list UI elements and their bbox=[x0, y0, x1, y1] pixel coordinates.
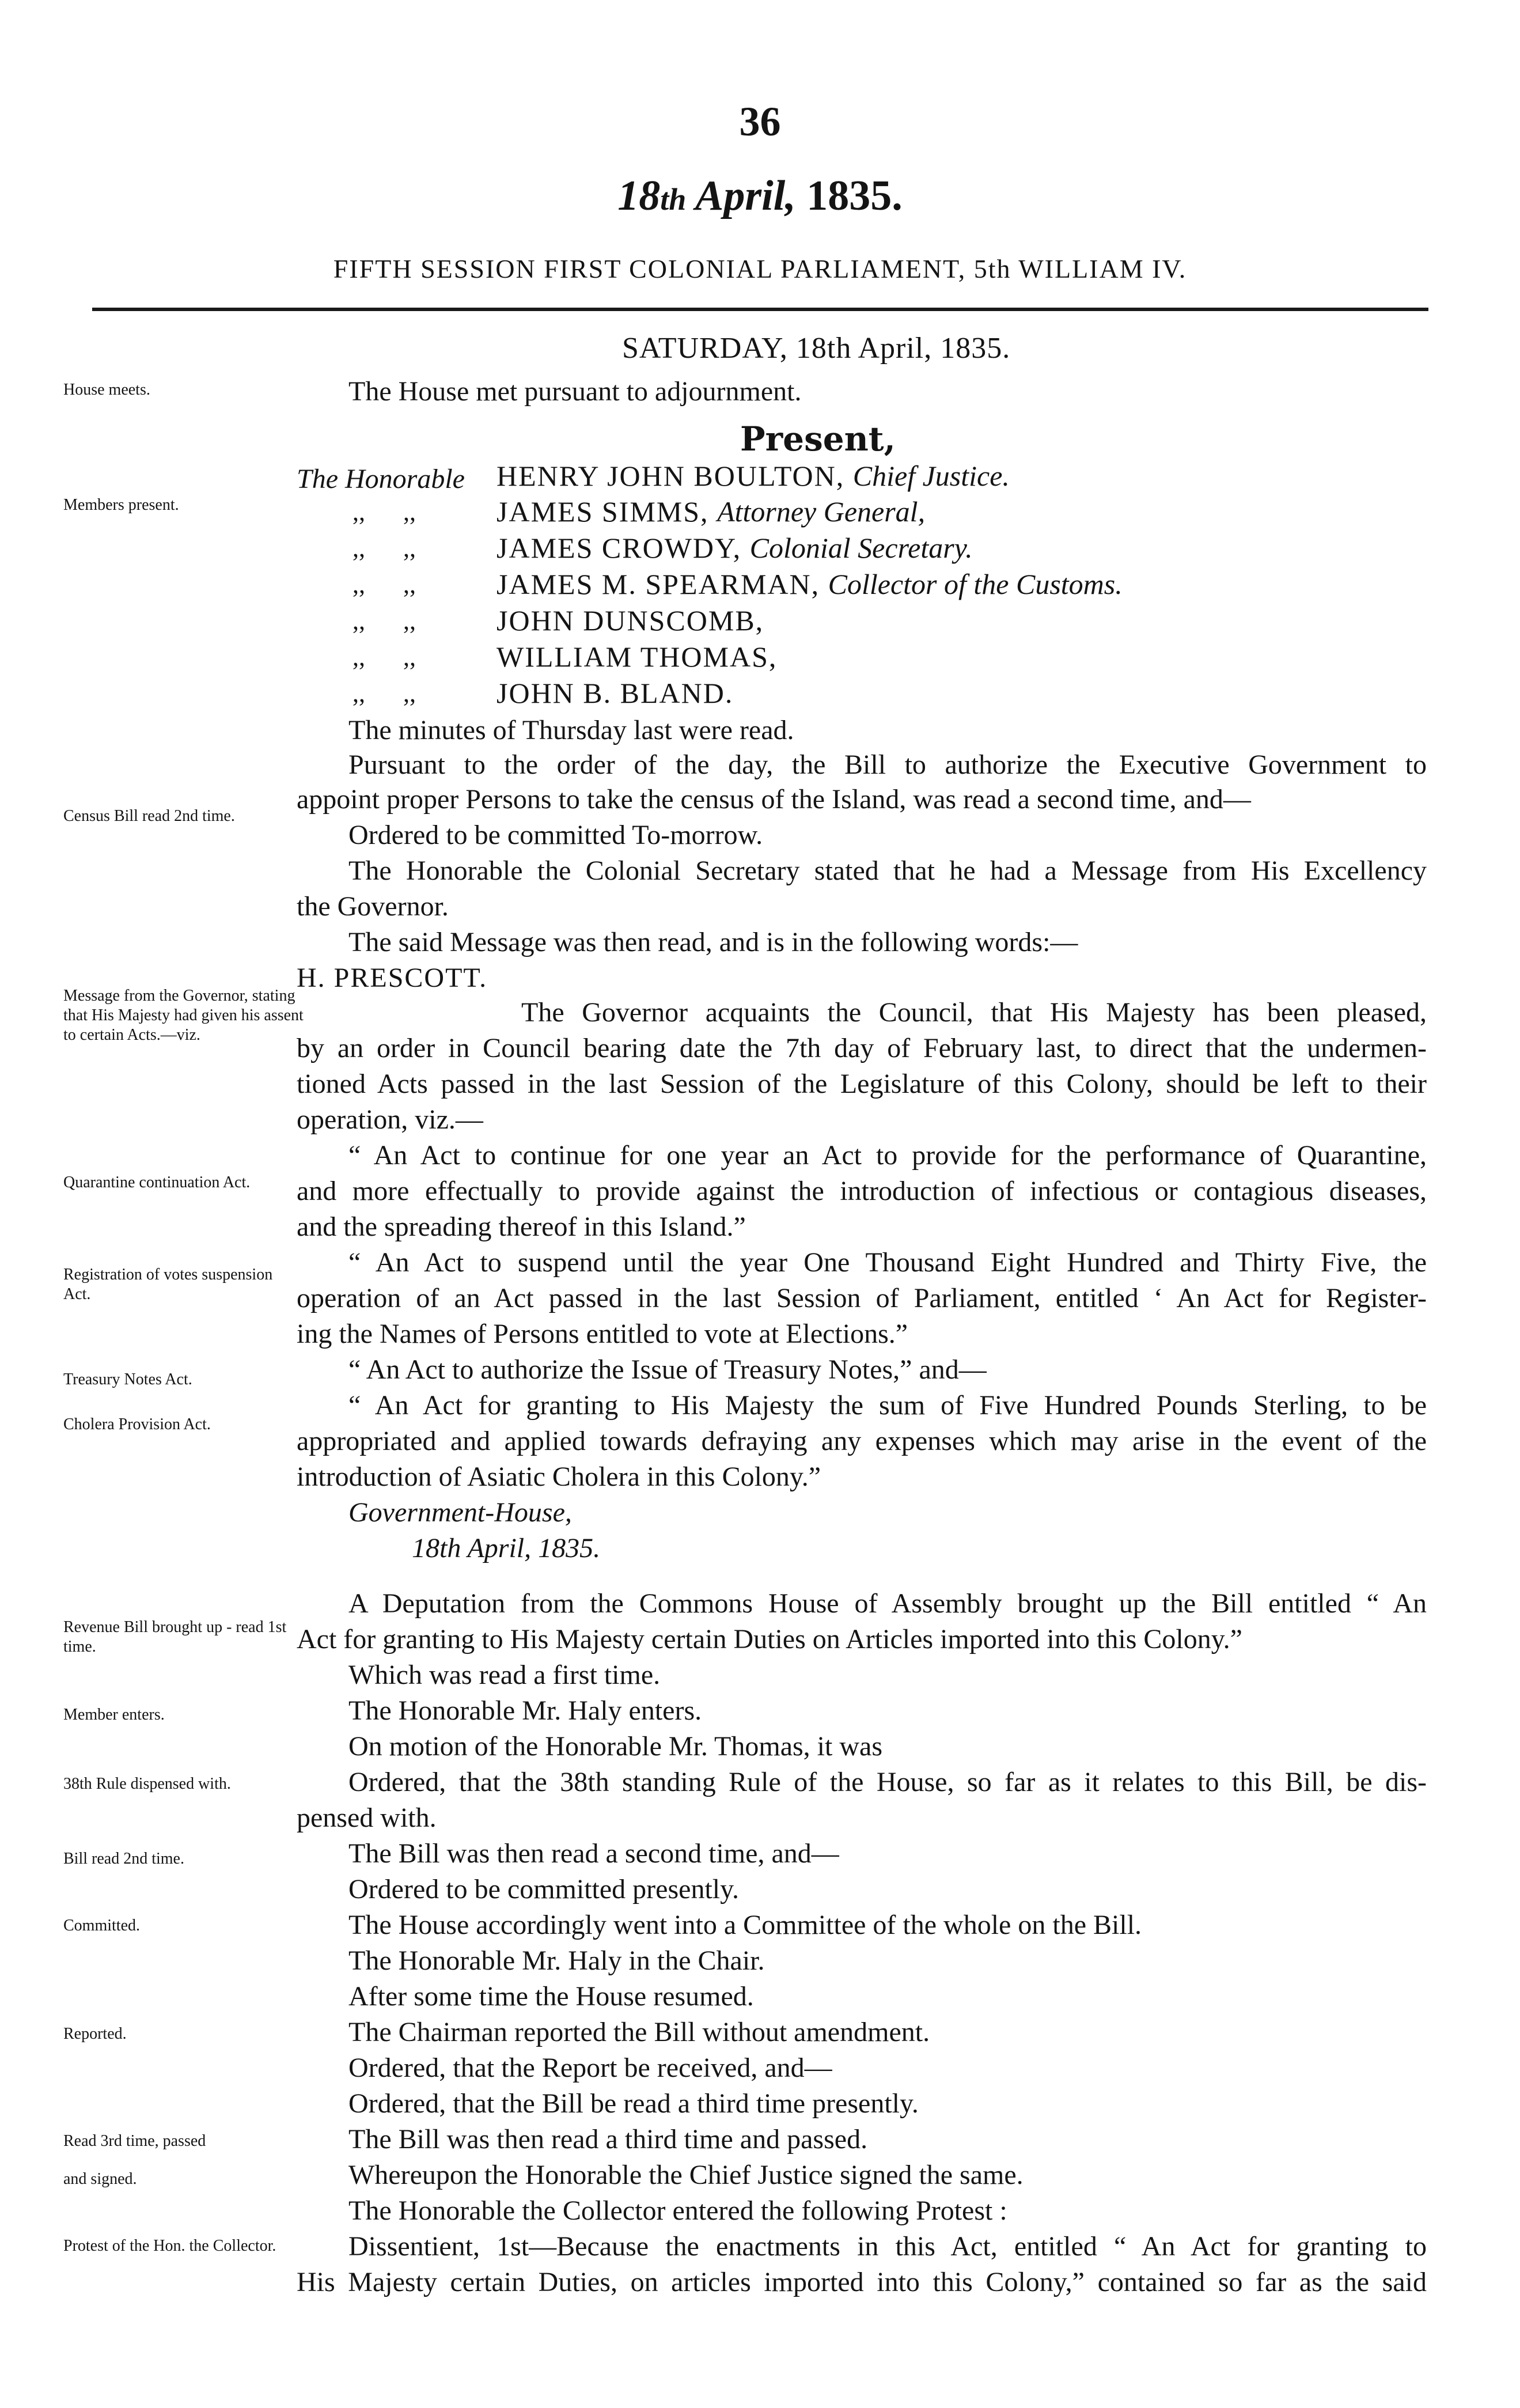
ditto-mark: ,, bbox=[352, 570, 365, 599]
paragraph-line: The minutes of Thursday last were read. bbox=[348, 715, 794, 745]
paragraph-line: Ordered to be committed To-morrow. bbox=[348, 820, 763, 850]
margin-note: Treasury Notes Act. bbox=[63, 1370, 192, 1388]
paragraph-line: “ An Act to continue for one year an Act to provide for the performance of Quarantine, bbox=[348, 1140, 1427, 1171]
ditto-mark: ,, bbox=[352, 607, 365, 635]
ditto-mark: ,, bbox=[403, 607, 416, 635]
margin-note: 38th Rule dispensed with. bbox=[63, 1775, 231, 1793]
date-ordinal: th bbox=[660, 182, 687, 217]
margin-note: Members present. bbox=[63, 496, 179, 514]
member-entry bbox=[496, 640, 777, 673]
session-heading: FIFTH SESSION FIRST COLONIAL PARLIAMENT, 5th WILLIAM IV. bbox=[333, 254, 1187, 283]
ditto-mark: ,, bbox=[403, 643, 416, 671]
ditto-mark: ,, bbox=[352, 679, 365, 707]
margin-note: Registration of votes suspension Act. bbox=[63, 1266, 273, 1303]
date-day: 18 bbox=[617, 172, 661, 219]
paragraph-line: The Honorable Mr. Haly in the Chair. bbox=[348, 1945, 765, 1976]
margin-note: Message from the Governor, stating that His Majesty had given his assent to certain Acts.—viz. bbox=[63, 987, 304, 1044]
margin-note: Member enters. bbox=[63, 1706, 165, 1724]
paragraph-line: Ordered, that the 38th standing Rule of the House, so far as it relates to this Bill, be dis- bbox=[348, 1767, 1427, 1797]
margin-note: Protest of the Hon. the Collector. bbox=[63, 2237, 276, 2255]
house-met-text: The House met pursuant to adjournment. bbox=[348, 376, 802, 407]
paragraph-line: The Honorable the Colonial Secretary stated that he had a Message from His Excellency bbox=[348, 855, 1427, 886]
member-entry bbox=[496, 567, 1123, 601]
paragraph-line: The Bill was then read a third time and passed. bbox=[348, 2124, 868, 2155]
member-entry bbox=[496, 531, 973, 565]
paragraph-line: Ordered, that the Report be received, and— bbox=[348, 2053, 832, 2083]
page-date-heading bbox=[0, 172, 1520, 221]
paragraph-line: Act for granting to His Majesty certain Duties on Articles imported into this Colony.” bbox=[297, 1624, 1242, 1654]
paragraph-line: The Honorable Mr. Haly enters. bbox=[348, 1695, 702, 1726]
sitting-date: SATURDAY, 18th April, 1835. bbox=[622, 332, 1011, 365]
margin-note: Committed. bbox=[63, 1917, 140, 1934]
paragraph-line: After some time the House resumed. bbox=[348, 1981, 754, 2012]
ditto-mark: ,, bbox=[403, 534, 416, 562]
header-divider bbox=[92, 308, 1428, 311]
margin-note: Reported. bbox=[63, 2025, 127, 2043]
signature-prescott: H. PRESCOTT. bbox=[297, 963, 488, 993]
paragraph-line: operation, viz.— bbox=[297, 1104, 483, 1135]
date-year: 1835. bbox=[806, 172, 903, 219]
ditto-mark: ,, bbox=[352, 643, 365, 671]
ditto-mark: ,, bbox=[403, 498, 416, 526]
date-month: April, bbox=[686, 172, 807, 219]
paragraph-line: Ordered, that the Bill be read a third time presently. bbox=[348, 2088, 919, 2119]
paragraph-line: introduction of Asiatic Cholera in this Colony.” bbox=[297, 1462, 821, 1492]
member-name: JAMES M. SPEARMAN, bbox=[496, 568, 820, 600]
member-title: Attorney General, bbox=[717, 495, 926, 528]
paragraph-line: and more effectually to provide against the introduction of infectious or contagious diseases, bbox=[297, 1176, 1427, 1206]
member-entry bbox=[496, 604, 764, 637]
paragraph-line: The Honorable the Collector entered the following Protest : bbox=[348, 2195, 1007, 2226]
message-date: 18th April, 1835. bbox=[412, 1533, 601, 1563]
paragraph-line: “ An Act to suspend until the year One Thousand Eight Hundred and Thirty Five, the bbox=[348, 1247, 1427, 1278]
margin-note: Census Bill read 2nd time. bbox=[63, 807, 235, 825]
member-title: Chief Justice. bbox=[852, 460, 1010, 492]
member-title: Collector of the Customs. bbox=[828, 568, 1123, 600]
paragraph-line: Ordered to be committed presently. bbox=[348, 1874, 739, 1905]
paragraph-line: The House accordingly went into a Committee of the whole on the Bill. bbox=[348, 1910, 1142, 1940]
paragraph-line: Which was read a first time. bbox=[348, 1660, 661, 1690]
paragraph-line: tioned Acts passed in the last Session of the Legislature of this Colony, should be left to their bbox=[297, 1069, 1427, 1099]
paragraph-line: appoint proper Persons to take the census of the Island, was read a second time, and— bbox=[297, 784, 1251, 815]
paragraph-line: “ An Act for granting to His Majesty the sum of Five Hundred Pounds Sterling, to be bbox=[348, 1390, 1427, 1421]
paragraph-line: The said Message was then read, and is in the following words:— bbox=[348, 927, 1078, 957]
member-entry bbox=[496, 495, 925, 528]
ditto-mark: ,, bbox=[403, 570, 416, 599]
page-number: 36 bbox=[739, 99, 781, 145]
paragraph-line: His Majesty certain Duties, on articles imported into this Colony,” contained so far as the said bbox=[297, 2267, 1427, 2297]
ditto-mark: ,, bbox=[403, 679, 416, 707]
member-name: JAMES SIMMS, bbox=[496, 495, 709, 528]
member-name: JOHN B. BLAND. bbox=[496, 677, 734, 709]
margin-note: Read 3rd time, passed bbox=[63, 2132, 206, 2150]
ditto-mark: ,, bbox=[352, 534, 365, 562]
paragraph-line: and the spreading thereof in this Island.” bbox=[297, 1211, 746, 1242]
paragraph-line: The Bill was then read a second time, and— bbox=[348, 1838, 839, 1869]
member-title: Colonial Secretary. bbox=[749, 532, 973, 564]
paragraph-line: The Chairman reported the Bill without amendment. bbox=[348, 2017, 930, 2047]
paragraph-line: Pursuant to the order of the day, the Bill to authorize the Executive Government to bbox=[348, 749, 1427, 780]
paragraph-line: ing the Names of Persons entitled to vote at Elections.” bbox=[297, 1319, 908, 1349]
margin-note: Revenue Bill brought up - read 1st time. bbox=[63, 1618, 287, 1656]
margin-note: Quarantine continuation Act. bbox=[63, 1173, 251, 1191]
paragraph-line: A Deputation from the Commons House of Assembly brought up the Bill entitled “ An bbox=[348, 1588, 1427, 1619]
honorable-label: The Honorable bbox=[297, 464, 465, 494]
paragraph-line: operation of an Act passed in the last Session of Parliament, entitled ‘ An Act for Register- bbox=[297, 1283, 1427, 1313]
member-name: JOHN DUNSCOMB, bbox=[496, 604, 764, 637]
margin-note: House meets. bbox=[63, 381, 150, 399]
member-entry bbox=[496, 459, 1010, 493]
paragraph-line: Whereupon the Honorable the Chief Justice signed the same. bbox=[348, 2160, 1024, 2190]
paragraph-line: pensed with. bbox=[297, 1803, 437, 1833]
member-name: HENRY JOHN BOULTON, bbox=[496, 460, 845, 492]
paragraph-line: the Governor. bbox=[297, 891, 449, 922]
margin-note: Bill read 2nd time. bbox=[63, 1850, 184, 1868]
member-entry bbox=[496, 676, 733, 710]
paragraph-line: “ An Act to authorize the Issue of Treasury Notes,” and— bbox=[348, 1354, 987, 1385]
member-name: WILLIAM THOMAS, bbox=[496, 641, 778, 673]
government-house: Government-House, bbox=[348, 1497, 572, 1528]
paragraph-line: appropriated and applied towards defraying any expenses which may arise in the event of the bbox=[297, 1426, 1427, 1456]
paragraph-line: Dissentient, 1st—Because the enactments in this Act, entitled “ An Act for granting to bbox=[348, 2231, 1427, 2262]
paragraph-line: by an order in Council bearing date the 7th day of February last, to direct that the undermen- bbox=[297, 1033, 1427, 1063]
member-name: JAMES CROWDY, bbox=[496, 532, 742, 564]
paragraph-line: The Governor acquaints the Council, that His Majesty has been pleased, bbox=[521, 997, 1427, 1028]
ditto-mark: ,, bbox=[352, 498, 365, 526]
margin-note: and signed. bbox=[63, 2170, 137, 2188]
present-heading: Present, bbox=[740, 419, 896, 459]
paragraph-line: On motion of the Honorable Mr. Thomas, it was bbox=[348, 1731, 882, 1762]
margin-note: Cholera Provision Act. bbox=[63, 1415, 211, 1433]
